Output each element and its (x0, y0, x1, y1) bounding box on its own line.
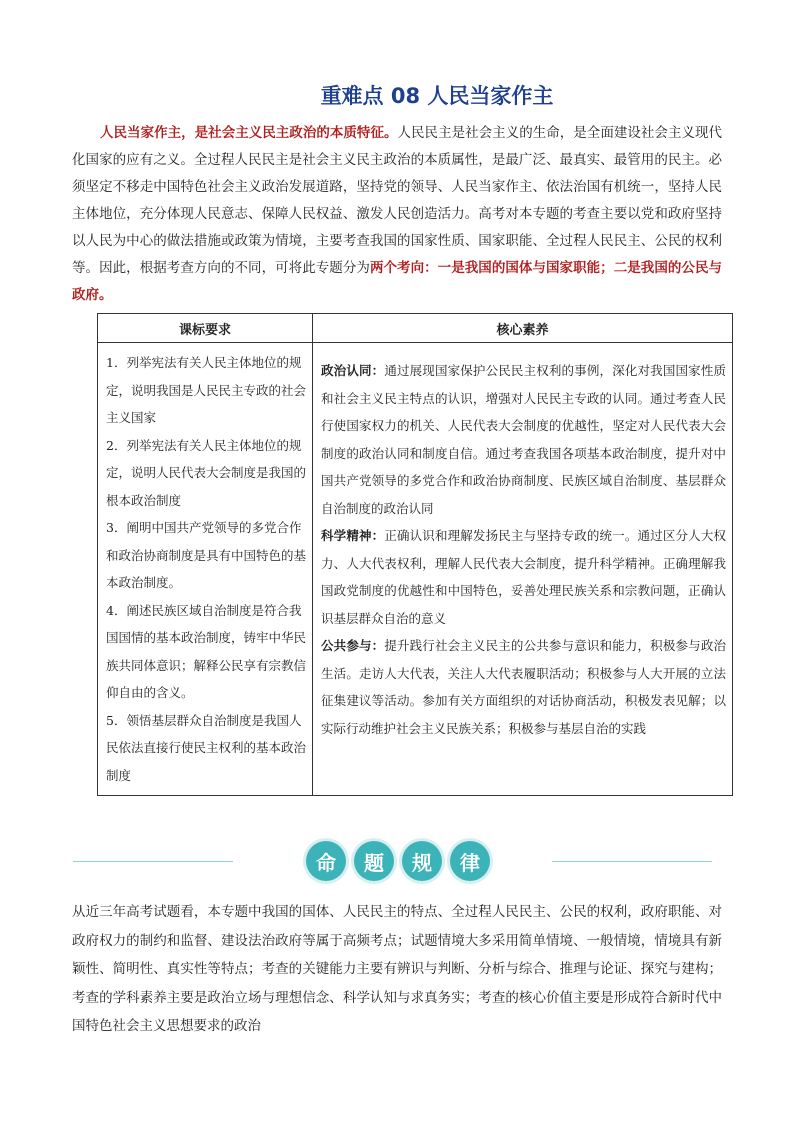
intro-lead-highlight: 人民当家作主，是社会主义民主政治的本质特征。 (100, 125, 398, 141)
table-header-row (98, 314, 733, 343)
literacy-political-identity (321, 357, 726, 522)
literacy-scientific-spirit (321, 522, 726, 632)
exam-pattern-paragraph: 从近三年高考试题看，本专题中我国的国体、人民民主的特点、全过程人民民主、公民的权利，政府职能、对政府权力的制约和监督、建设法治政府等属于高频考点；试题情境大多采用简单情境、一般情境，情境具有新颖性、简明性、真实性等特点；考查的关键能力主要有辨识与判断、分析与综合、推理与论证、探究与建构；考查的学科素养主要是政治立场与理想信念、科学认知与求真务实；考查的核心价值主要是形成符合新时代中国特色社会主义思想要求的政治 (72, 904, 722, 1034)
requirement-item: 4．阐述民族区域自治制度是符合我国国情的基本政治制度，铸牢中华民族共同体意识；解释公民享有宗教信仰自由的含义。 (106, 602, 307, 700)
section-badge: 规 (402, 841, 442, 881)
section-badge: 命 (306, 841, 346, 881)
intro-tail-highlight: 两个考向：一是我国的国体与国家职能；二是我国的公民与政府。 (72, 260, 723, 303)
requirement-item: 5．领悟基层群众自治制度是我国人民依法直接行使民主权利的基本政治制度 (106, 712, 307, 783)
literacy-text: 正确认识和理解发扬民主与坚持专政的统一。通过区分人大权力、人大代表权利，理解人民代表大会制度，提升科学精神。正确理解我国政党制度的优越性和中国特色，妥善处理民族关系和宗教问题，正确认识基层群众自治的意义 (321, 528, 726, 626)
header-curriculum-requirements: 课标要求 (98, 314, 313, 343)
requirement-item: 3．阐明中国共产党领导的多党合作和政治协商制度是具有中国特色的基本政治制度。 (106, 520, 307, 590)
page-title: 重难点 08 人民当家作主 (320, 84, 554, 108)
intro-body: 人民民主是社会主义的生命，是全面建设社会主义现代化国家的应有之义。全过程人民民主是社会主义民主政治的本质属性，是最广泛、最真实、最管用的民主。必须坚定不移走中国特色社会主义政治发展道路，坚持党的领导、人民当家作主、依法治国有机统一，坚持人民主体地位，充分体现人民意志、保障人民权益、激发人民创造活力。高考对本专题的考查主要以党和政府坚持以人民为中心的做法措施或政策为情境，主要考查我国的国家性质、国家职能、全过程人民民主、公民的权利等。因此，根据考查方向的不同，可将此专题分为 (72, 125, 723, 276)
section-badge: 律 (450, 841, 490, 881)
literacy-cell (313, 343, 733, 796)
literacy-text: 通过展现国家保护公民民主权利的事例，深化对我国国家性质和社会主义民主特点的认识，增强对人民民主专政的认同。通过考查人民行使国家权力的机关、人民代表大会制度的优越性，坚定对人民代表大会制度的政治认同和制度自信。通过考查我国各项基本政治制度，提升对中国共产党领导的多党合作和政治协商制度、民族区域自治制度、基层群众自治制度的政治认同 (321, 363, 726, 516)
table-content-row (98, 343, 733, 796)
section-divider-left (73, 861, 233, 862)
section-badge: 题 (354, 841, 394, 881)
requirement-item: 2．列举宪法有关人民主体地位的规定，说明人民代表大会制度是我国的根本政治制度 (106, 437, 307, 508)
intro-paragraph (72, 120, 722, 309)
literacy-text: 提升践行社会主义民主的公共参与意识和能力，积极参与政治生活。走访人大代表，关注人大代表履职活动；积极参与人大开展的立法征集建议等活动。参加有关方面组织的对话协商活动，积极发表见解；以实际行动维护社会主义民族关系；积极参与基层自治的实践 (321, 638, 726, 736)
literacy-label: 公共参与： (321, 638, 385, 653)
requirements-cell (98, 343, 313, 796)
section-divider-right (552, 861, 712, 862)
literacy-public-participation (321, 632, 726, 742)
literacy-label: 科学精神： (321, 528, 385, 543)
section-heading-badges (306, 841, 490, 881)
requirement-item: 1．列举宪法有关人民主体地位的规定，说明我国是人民民主专政的社会主义国家 (106, 355, 307, 425)
literacy-label: 政治认同： (321, 363, 385, 378)
header-core-literacy: 核心素养 (313, 314, 733, 343)
curriculum-table (97, 313, 733, 796)
